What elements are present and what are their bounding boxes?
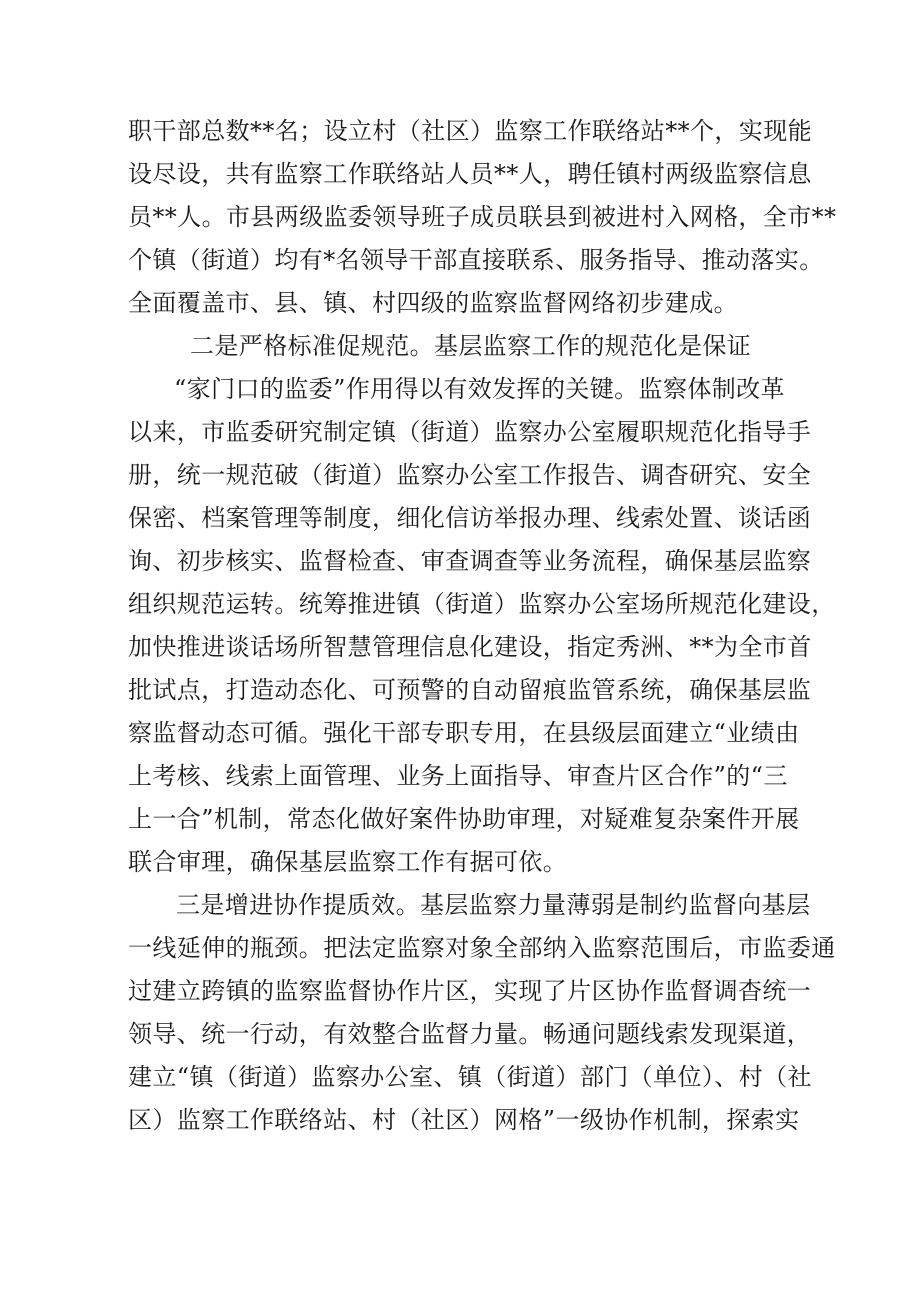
paragraph-start: 三是增进协作提质效。基层监察力量薄弱是制约监督向基层: [176, 891, 811, 919]
text-line: 领导、统一行动，有效整合监督力量。畅通问题线索发现渠道，: [128, 1020, 812, 1048]
text-line: 全面覆盖市、县、镇、村四级的监察监督网络初步建成。: [128, 289, 738, 317]
text-line: 个镇（街道）均有*名领导干部直接联系、服务指导、推动落实。: [128, 246, 824, 274]
text-line: 建立“镇（街道）监察办公室、镇（街道）部门（单位）、村（社: [128, 1063, 812, 1091]
text-line: 以来，市监委研究制定镇（街道）监察办公室履职规范化指导手: [128, 418, 812, 446]
text-line: 设尽设，共有监察工作联络站人员**人，聘任镇村两级监察信息: [128, 160, 812, 188]
text-line: 联合审理，确保基层监察工作有据可依。: [128, 848, 568, 876]
text-line: 组织规范运转。统筹推进镇（街道）监察办公室场所规范化建设，: [128, 590, 836, 618]
text-line: 加快推进谈话场所智慧管理信息化建设，指定秀洲、**为全市首: [128, 633, 812, 661]
text-line: 上一合”机制，常态化做好案件协助审理，对疑难复杂案件开展: [128, 805, 800, 833]
text-line: “家门口的监委”作用得以有效发挥的关键。监察体制改革: [174, 375, 785, 403]
text-line: 保密、档案管理等制度，细化信访举报办理、线索处置、谈话函: [128, 504, 812, 532]
text-line: 上考核、线索上面管理、业务上面指导、审查片区合作”的“三: [128, 762, 788, 790]
text-line: 一线延伸的瓶颈。把法定监察对象全部纳入监察范围后，市监委通: [128, 934, 836, 962]
text-line: 区）监察工作联络站、村（社区）网格”一级协作机制，探索实: [128, 1106, 800, 1134]
text-line: 察监督动态可循。强化干部专职专用，在县级层面建立“业绩由: [128, 719, 800, 747]
text-line: 员**人。市县两级监委领导班子成员联县到被进村入网格，全市**: [128, 203, 837, 231]
text-line: 过建立跨镇的监察监督协作片区，实现了片区协作监督调杳统一: [128, 977, 812, 1005]
text-line: 询、初步核实、监督检查、审查调查等业务流程，确保基层监察: [128, 547, 812, 575]
paragraph-start: 二是严格标准促规范。基层监察工作的规范化是保证: [190, 332, 752, 360]
text-line: 批试点，打造动态化、可预警的自动留痕监管系统，确保基层监: [128, 676, 812, 704]
text-line: 册，统一规范破（街道）监察办公室工作报告、调杳研究、安全: [128, 461, 812, 489]
text-line: 职干部总数**名；设立村（社区）监察工作联络站**个，实现能: [128, 117, 812, 145]
